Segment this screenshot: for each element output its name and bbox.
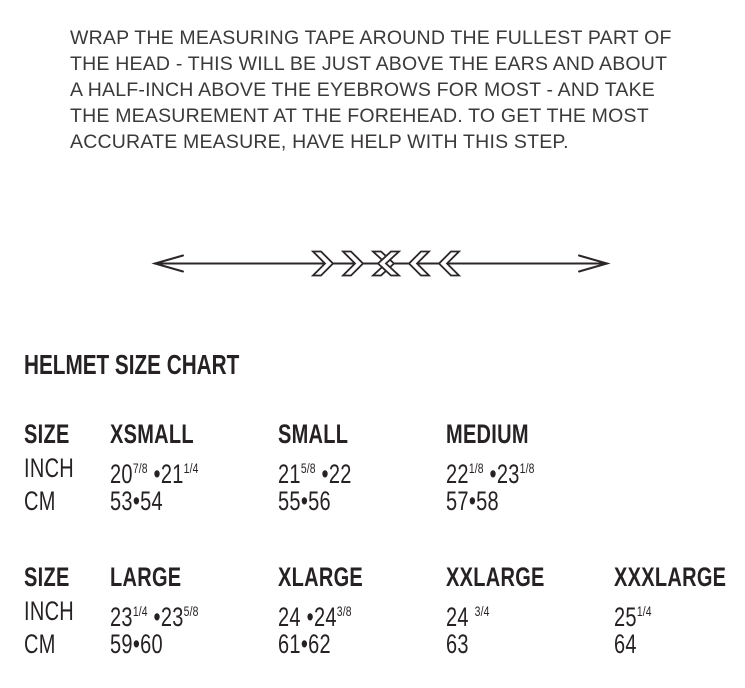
instructions-line: A HALF-INCH ABOVE THE EYEBROWS FOR MOST - AND TAKE (70, 79, 656, 101)
size-cell: MEDIUM (446, 419, 529, 449)
row-label-size: SIZE (24, 419, 70, 449)
fraction-superscript: 5/8 (183, 602, 199, 619)
fraction-superscript: 7/8 (132, 459, 148, 476)
cm-cell: 61•62 (278, 629, 331, 659)
inch-cell: 24 $•24^{3/8}$ (278, 601, 352, 632)
size-cell: LARGE (110, 562, 182, 592)
inch-cell: $20^{7/8}$ $•21^{1/4}$ (110, 458, 199, 489)
row-label-inch: INCH (24, 452, 75, 483)
cm-cell: 55•56 (278, 486, 331, 516)
size-cell: XXXLARGE (614, 562, 727, 592)
inch-cell: 24 $^{3/4}$ (446, 601, 490, 632)
inch-row (24, 595, 745, 632)
size-table-lower (24, 561, 745, 662)
inch-row (24, 452, 614, 489)
instructions-line: WRAP THE MEASURING TAPE AROUND THE FULLEST PART OF (70, 27, 672, 49)
instructions-line: THE HEAD - THIS WILL BE JUST ABOVE THE EARS AND ABOUT (70, 53, 668, 75)
cm-cell: 57•58 (446, 486, 499, 516)
size-cell: SMALL (278, 419, 349, 449)
row-label-size: SIZE (24, 562, 70, 592)
row-label-cm: CM (24, 486, 56, 516)
size-cell: XLARGE (278, 562, 364, 592)
fraction-superscript: 1/4 (636, 602, 652, 619)
fraction-superscript: 3/4 (474, 602, 490, 619)
chart-title (24, 350, 315, 380)
cm-cell: 63 (446, 629, 469, 659)
inch-cell: $22^{1/8}$ $•23^{1/8}$ (446, 458, 535, 489)
inch-cell: $23^{1/4}$ $•23^{5/8}$ (110, 601, 199, 632)
fraction-superscript: 1/4 (183, 459, 199, 476)
arrow-divider-icon (150, 247, 612, 280)
measuring-instructions (70, 25, 690, 155)
fraction-superscript: 1/8 (519, 459, 535, 476)
size-row (24, 418, 614, 452)
cm-cell: 64 (614, 629, 637, 659)
instructions-line: ACCURATE MEASURE, HAVE HELP WITH THIS STEP. (70, 131, 569, 153)
size-cell: XXLARGE (446, 562, 545, 592)
row-label-cm: CM (24, 629, 56, 659)
chart-title-text: HELMET SIZE CHART (24, 349, 240, 380)
inch-cell: $21^{5/8}$ •22 (278, 458, 352, 489)
fraction-superscript: 1/4 (132, 602, 148, 619)
cm-cell: 53•54 (110, 486, 163, 516)
row-label-inch: INCH (24, 595, 75, 626)
fraction-superscript: 3/8 (336, 602, 352, 619)
size-table-upper (24, 418, 614, 519)
cm-cell: 59•60 (110, 629, 163, 659)
inch-cell: $25^{1/4}$ (614, 601, 652, 632)
size-row (24, 561, 745, 595)
instructions-line: THE MEASUREMENT AT THE FOREHEAD. TO GET THE MOST (70, 105, 649, 127)
fraction-superscript: 5/8 (300, 459, 316, 476)
size-cell: XSMALL (110, 419, 194, 449)
fraction-superscript: 1/8 (468, 459, 484, 476)
